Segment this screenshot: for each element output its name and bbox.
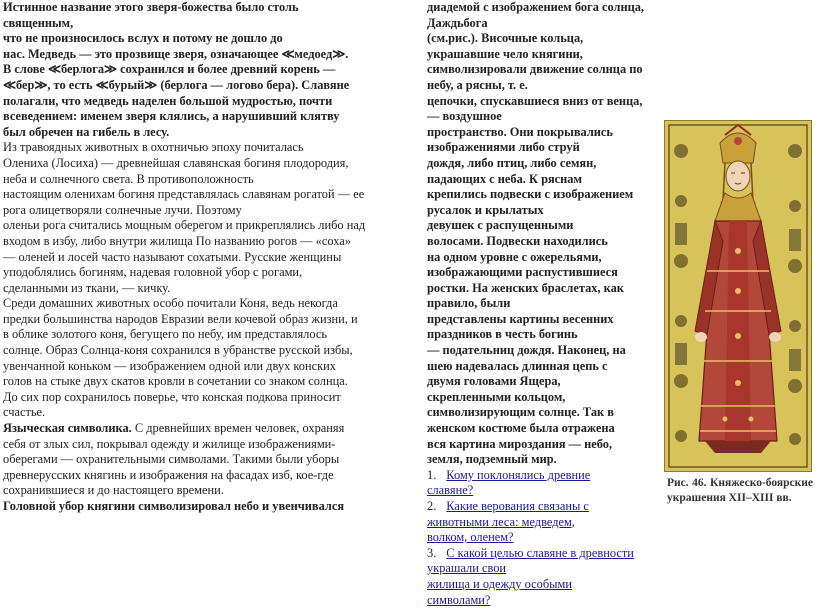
text-line: себя от злых сил, покрывал одежду и жилище изображениями- — [3, 436, 336, 451]
text-line: символизирующим солнце. Так в — [427, 405, 614, 420]
text-line: диадемой с изображением бога солнца, Даждьбога — [427, 0, 645, 30]
question-number: 1. — [427, 467, 437, 482]
question-number: 2. — [427, 499, 437, 513]
text-line: праздников в честь богинь — [427, 327, 578, 342]
text-line: счастье. — [3, 405, 46, 420]
text-line: женском костюме была отражена — [427, 421, 615, 436]
text-line: увенчанной коньком — изображением одной или двух конских — [3, 358, 336, 373]
question-link[interactable]: славяне? — [427, 483, 474, 498]
text-line: в облике золотого коня, бегущего по небу, им представлялось — [3, 327, 328, 342]
text-line: Олениха (Лосиха) — древнейшая славянская богиня плодородия, — [3, 155, 349, 170]
text-line: изображающими распустившиеся — [427, 265, 618, 280]
left-column — [3, 0, 399, 515]
text-line: вся картина мироздания — небо, — [427, 436, 613, 451]
text-line: солнце. Образ Солнца-коня сохранился в убранстве русской избы, — [3, 343, 353, 358]
text-line: настоящим оленихам богиня представлялась славянам рогатой — ее — [3, 187, 365, 202]
text-line: голов на стыке двух скатов кровли в сочетании со знаком солнца. — [3, 374, 348, 389]
text-line: ≪бер≫, то есть ≪бурый≫ (берлога — логово бера). Славяне — [3, 77, 350, 92]
text-line: С древнейших времен человек, охраняя — [131, 421, 345, 436]
question-link[interactable]: Какие верования связаны с — [446, 499, 589, 513]
text-line: оберегами — охранительными символами. Такими были уборы — [3, 452, 340, 467]
text-line: был обречен на гибель в лесу. — [3, 124, 170, 139]
text-line: правило, были — [427, 296, 511, 311]
text-line: — оленей и лосей часто называют сохатыми. Русские женщины — [3, 249, 342, 264]
text-line: уподоблялись богиням, надевая головной убор с рогами, — [3, 265, 303, 280]
text-line: полагали, что медведь наделен большой мудростью, почти — [3, 93, 333, 108]
figure-caption: Рис. 46. Княжеско-боярские украшения XII–XIII вв. — [667, 477, 813, 504]
text-line: земля, подземный мир. — [427, 452, 557, 467]
text-line: Головной убор княгини символизировал небо и увенчивался — [3, 499, 345, 513]
question-link[interactable]: волком, оленем? — [427, 530, 514, 545]
text-line: пространство. Они покрывались изображениями либо струй — [427, 124, 613, 155]
question-1 — [427, 468, 649, 499]
costume-figure-icon — [665, 121, 811, 471]
text-line: Истинное название этого зверя-божества было столь — [3, 0, 299, 14]
text-line: на одном уровне с ожерельями, — [427, 249, 602, 264]
text-line: — подательниц дождя. Наконец, на — [427, 343, 626, 358]
text-line: дождя, либо птиц, либо семян, падающих с неба. К ряснам — [427, 155, 597, 186]
text-line: цепочки, спускавшиеся вниз от венца, — воздушное — [427, 93, 643, 124]
text-line: шею надевалась длинная цепь с — [427, 358, 608, 373]
text-line: ростки. На женских браслетах, как — [427, 280, 624, 295]
text-line: представлены картины весенних — [427, 311, 614, 326]
text-line: До сих пор сохранилось поверье, что конская подкова приносит — [3, 389, 341, 404]
right-column — [427, 0, 649, 608]
question-2 — [427, 499, 649, 546]
text-line: В слове ≪берлога≫ сохранился и более древний корень — — [3, 62, 336, 77]
question-link[interactable]: Кому поклонялись древние — [446, 467, 591, 482]
text-line: (см.рис.). Височные кольца, украшавшие чело княгини, — [427, 31, 584, 61]
text-line: всеведением: именем зверя клялись, а нарушивший клятву — [3, 109, 340, 124]
question-number: 3. — [427, 545, 437, 560]
text-line: нас. Медведь — это прозвище зверя, означающее ≪медоед≫. — [3, 46, 349, 61]
question-link[interactable]: С какой целью славяне в древности — [446, 545, 634, 560]
question-link[interactable]: жилища и одежду особыми — [427, 576, 572, 591]
text-line: скрепленными кольцом, — [427, 389, 566, 404]
symbolism-heading: Языческая символика. — [3, 421, 132, 436]
text-line: рога олицетворяли солнечные лучи. Поэтому — [3, 202, 242, 217]
princess-costume-illustration — [664, 120, 812, 472]
text-line: сохранившиеся и до настоящего времени. — [3, 483, 224, 498]
text-line: девушек с распущенными — [427, 218, 574, 233]
text-line: крепились подвески с изображением русалок и крылатых — [427, 187, 634, 217]
text-line: предки большинства народов Евразии вели кочевой образ жизни, и — [3, 311, 358, 326]
text-line: двумя головами Ящера, — [427, 374, 561, 389]
question-3 — [427, 546, 649, 608]
text-line: волосами. Подвески находились — [427, 233, 608, 248]
text-line: Среди домашних животных особо почитали Коня, ведь некогда — [3, 296, 338, 311]
text-line: символизировали движение солнца по небу, а рясны, т. е. — [427, 62, 643, 92]
question-link[interactable]: животными леса: медведем, — [427, 514, 575, 529]
question-link[interactable]: символами? — [427, 592, 491, 607]
text-line: священным, — [3, 15, 74, 30]
text-line: неба и солнечного света. В противоположность — [3, 171, 254, 186]
text-line: оленьи рога считались мощным оберегом и прикреплялись либо над — [3, 218, 366, 233]
text-line: что не произносилось вслух и потому не дошло до — [3, 31, 283, 46]
text-line: сделанными из ткани, — кичку. — [3, 280, 171, 295]
symbolism-paragraph — [3, 421, 399, 437]
text-line: древнерусских княгинь и изображения на фасадах изб, кое-где — [3, 467, 334, 482]
text-line: Из травоядных животных в охотничью эпоху почиталась — [3, 140, 304, 155]
question-link[interactable]: украшали свои — [427, 561, 507, 576]
text-line: входом в избу, либо внутри жилища По названию рогов — «соха» — [3, 233, 351, 248]
